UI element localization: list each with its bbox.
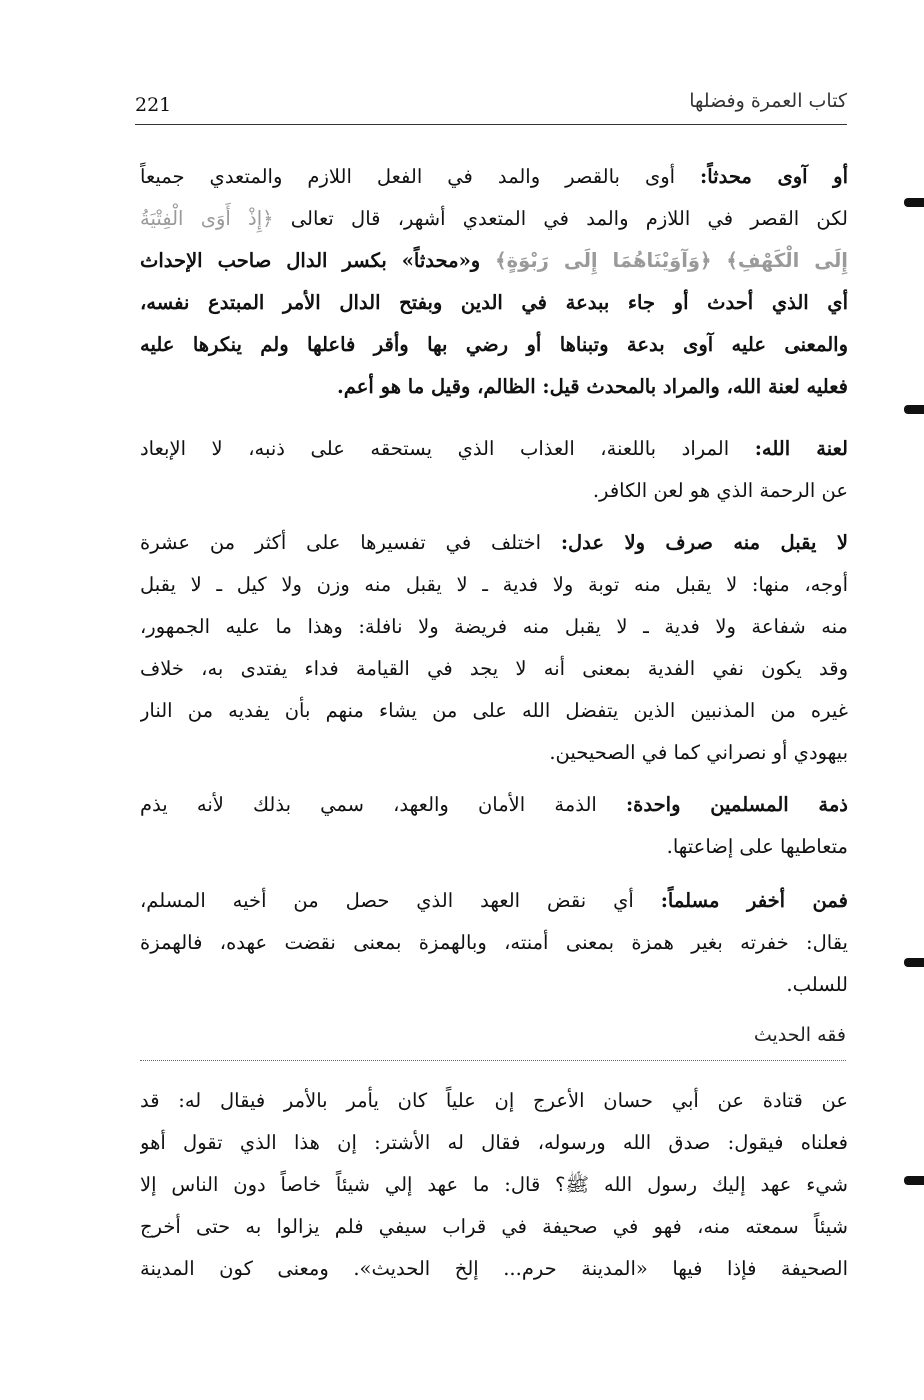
quran-quote: إِلَى الْكَهْفِ﴾ ﴿وَآوَيْنَاهُمَا إِلَى رَبْوَةٍ﴾ (495, 249, 848, 272)
text-line: أو آوى محدثاً: أوى بالقصر والمد في الفعل اللازم والمتعدي جميعاً (140, 165, 848, 188)
text-line: والمعنى عليه آوى بدعة وتبناها أو رضي بها وأقر فاعلها ولم ينكرها عليه (140, 333, 848, 356)
text-line: لعنة الله: المراد باللعنة، العذاب الذي يستحقه على ذنبه، لا الإبعاد (140, 437, 848, 460)
text-line: شيء عهد إليك رسول الله ﷺ؟ قال: ما عهد إلي شيئاً خاصاً دون الناس إلا (140, 1173, 848, 1196)
term-heading: لا يقبل منه صرف ولا عدل: (560, 531, 848, 554)
text-line: إِلَى الْكَهْفِ﴾ ﴿وَآوَيْنَاهُمَا إِلَى رَبْوَةٍ﴾ و«محدثاً» بكسر الدال صاحب الإحداث (140, 249, 848, 272)
text-line: متعاطيها على إضاعتها. (666, 835, 848, 858)
text-line: عن قتادة عن أبي حسان الأعرج إن علياً كان يأمر بالأمر فيقال له: قد (140, 1089, 848, 1112)
text-line: منه شفاعة ولا فدية ـ لا يقبل منه فريضة ولا نافلة: وهذا ما عليه الجمهور، (140, 615, 848, 638)
text-line: الصحيفة فإذا فيها «المدينة حرم... إلخ الحديث». ومعنى كون المدينة (140, 1257, 848, 1280)
paragraph-lanat-allah (140, 428, 848, 512)
text-line: غيره من المذنبين الذين يتفضل الله على من يشاء منهم بأن يفديه من النار (140, 699, 848, 722)
text-line: أي الذي أحدث أو جاء ببدعة في الدين وبفتح الدال الأمر المبتدع نفسه، (140, 291, 848, 314)
text-line: شيئاً سمعته منه، فهو في صحيفة في قراب سيفي فلم يزالوا به حتى أخرج (140, 1215, 848, 1238)
running-title: كتاب العمرة وفضلها (689, 90, 847, 112)
paragraph-dhimmat-muslimin (140, 784, 848, 868)
paragraph-akhfar-musliman (140, 880, 848, 1006)
text-line: للسلب. (786, 973, 848, 996)
paragraph-hadith (140, 1080, 848, 1290)
quran-quote: ﴿إِذْ أَوَى الْفِتْيَةُ (140, 207, 274, 230)
section-heading: فقه الحديث (753, 1024, 846, 1046)
margin-mark (904, 198, 924, 207)
text-line: فمن أخفر مسلماً: أي نقض العهد الذي حصل من أخيه المسلم، (140, 889, 848, 912)
term-heading: فمن أخفر مسلماً: (660, 889, 848, 912)
term-heading: أو آوى محدثاً: (700, 165, 848, 188)
margin-mark (904, 405, 924, 414)
text-line: فعليه لعنة الله، والمراد بالمحدث قيل: الظالم، وقيل ما هو أعم. (337, 375, 848, 398)
text-line: بيهودي أو نصراني كما في الصحيحين. (549, 741, 848, 764)
paragraph-awa-muhdith (140, 156, 848, 408)
running-header (135, 88, 847, 122)
text-line: عن الرحمة الذي هو لعن الكافر. (592, 479, 848, 502)
paragraph-sarf-adl (140, 522, 848, 774)
text-line: وقد يكون نفي الفدية بمعنى أنه لا يجد في القيامة فداء يفتدى به، خلاف (140, 657, 848, 680)
term-heading: لعنة الله: (754, 437, 848, 460)
text-line: فعلناه فيقول: صدق الله ورسوله، فقال له الأشتر: إن هذا الذي تقول أهو (140, 1131, 848, 1154)
header-rule (135, 124, 847, 125)
section-divider (140, 1060, 846, 1061)
page-number: 221 (135, 94, 172, 116)
text-line: أوجه، منها: لا يقبل منه توبة ولا فدية ـ لا يقبل منه وزن ولا كيل ـ لا يقبل (140, 573, 848, 596)
margin-mark (904, 1176, 924, 1185)
margin-mark (904, 958, 924, 967)
term-heading: ذمة المسلمين واحدة: (625, 793, 848, 816)
text-line: لكن القصر في اللازم والمد في المتعدي أشهر، قال تعالى ﴿إِذْ أَوَى الْفِتْيَةُ (140, 207, 848, 230)
text-line: يقال: خفرته بغير همزة بمعنى أمنته، وبالهمزة بمعنى نقضت عهده، فالهمزة (140, 931, 848, 954)
text-line: ذمة المسلمين واحدة: الذمة الأمان والعهد، سمي بذلك لأنه يذم (140, 793, 848, 816)
text-line: لا يقبل منه صرف ولا عدل: اختلف في تفسيرها على أكثر من عشرة (140, 531, 848, 554)
